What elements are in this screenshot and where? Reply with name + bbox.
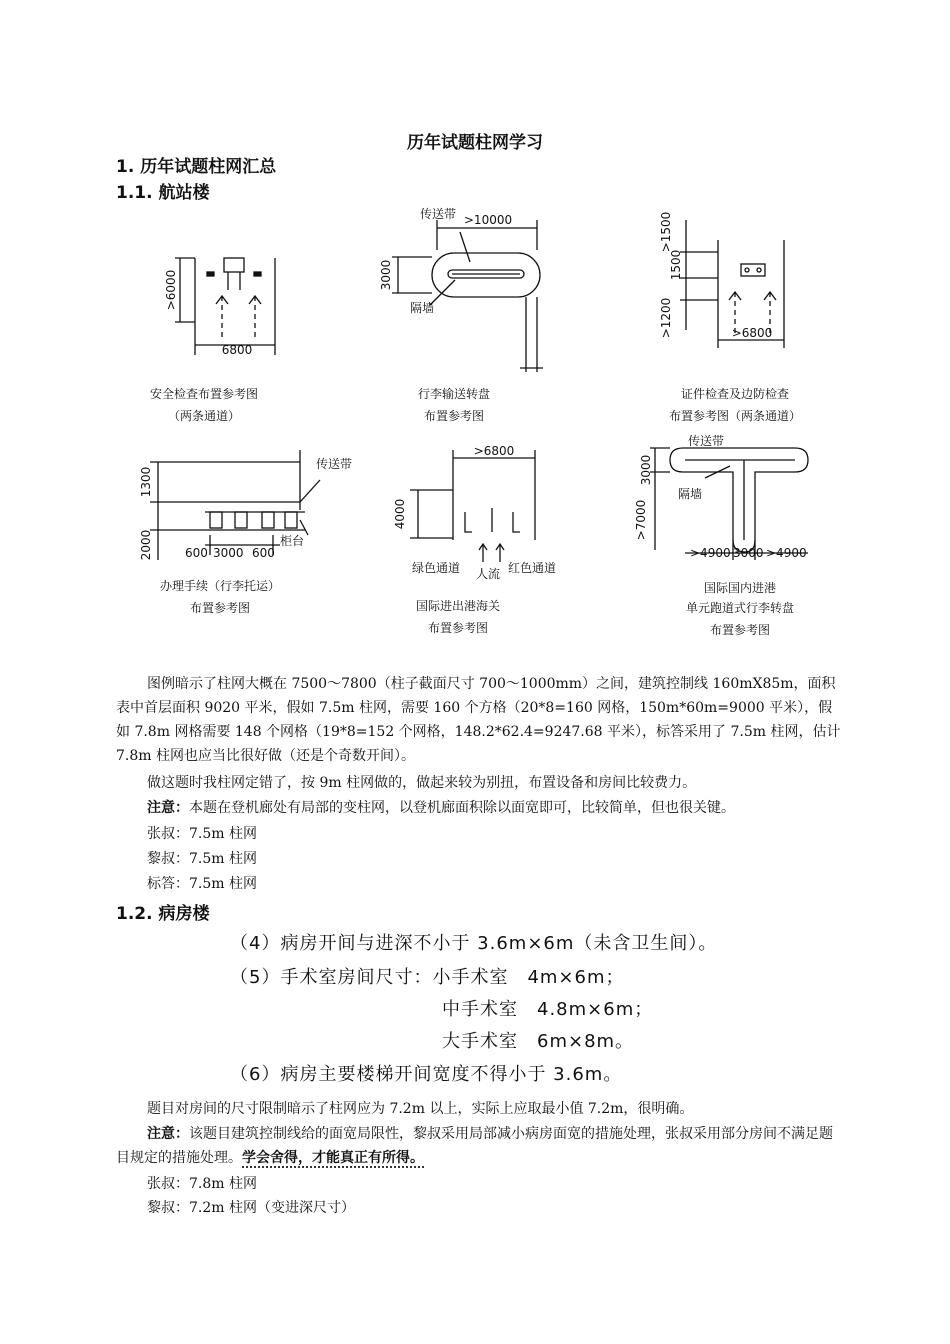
figure-security-check (175, 258, 275, 355)
f5-caption-2: 布置参考图 (427, 621, 489, 635)
answer-line-3: 标答：7.5m 柱网 (147, 876, 257, 892)
note-2-label: 注意： (147, 1126, 189, 1142)
f5-flow-label: 人流 (476, 567, 501, 581)
f6-wall-label: 隔墙 (678, 487, 703, 501)
answer-line-5: 黎叔：7.2m 柱网（变进深尺寸） (147, 1200, 355, 1216)
answer-line-4: 张叔：7.8m 柱网 (147, 1176, 257, 1192)
paragraph-3: 题目对房间的尺寸限制暗示了柱网应为 7.2m 以上，实际上应取最小值 7.2m，很明确。 (147, 1101, 694, 1117)
f1-caption-2: （两条通道） (167, 409, 241, 423)
f6-caption-1: 国际国内进港 (703, 581, 777, 595)
f4-caption-2: 布置参考图 (189, 601, 251, 615)
figure-customs (410, 450, 535, 562)
f3-caption-2: 布置参考图（两条通道） (668, 409, 802, 423)
section-heading-1-2: 1.2. 病房楼 (116, 904, 210, 924)
f4-caption-1: 办理手续（行李托运） (159, 579, 281, 593)
answer-line-1: 张叔：7.5m 柱网 (147, 826, 257, 842)
f3-dim-w: >6800 (731, 326, 773, 340)
f2-caption-2: 布置参考图 (423, 409, 485, 423)
page-title: 历年试题柱网学习 (407, 133, 543, 153)
f5-dim-h: 4000 (393, 498, 407, 530)
requirement-5c: 大手术室 6m×8m。 (442, 1031, 635, 1052)
requirement-5a: （5）手术室房间尺寸：小手术室 4m×6m； (230, 967, 625, 988)
f4-dim-w3: 600 (252, 546, 275, 560)
f2-wall-label: 隔墙 (410, 301, 435, 315)
f1-dim-w: 6800 (221, 343, 253, 357)
note-1-text: 本题在登机廊处有局部的变柱网，以登机廊面积除以面宽即可，比较简单，但也很关键。 (189, 800, 735, 816)
f6-dim-w2: 3000 (733, 546, 764, 560)
f5-green-label: 绿色通道 (412, 561, 461, 575)
f2-belt-label: 传送带 (420, 207, 457, 221)
f5-caption-1: 国际进出港海关 (415, 599, 501, 613)
f6-belt-label: 传送带 (688, 434, 725, 448)
f6-dim-h2: >7000 (634, 499, 648, 541)
f6-caption-3: 布置参考图 (709, 623, 771, 637)
f4-counter-label: 柜台 (280, 534, 305, 548)
f5-red-label: 红色通道 (508, 561, 557, 575)
f1-caption-1: 安全检查布置参考图 (149, 387, 259, 401)
f4-dim-w1: 600 (185, 546, 208, 560)
note-1-label: 注意： (147, 800, 189, 816)
note-2-emphasis: 学会舍得，才能真正有所得。 (242, 1150, 424, 1166)
figure-baggage-carousel (392, 220, 543, 372)
section-heading-1: 1. 历年试题柱网汇总 (116, 157, 277, 177)
note-1 (147, 796, 735, 820)
f6-dim-w3: >4900 (766, 546, 807, 560)
f3-dim-h2: 1500 (669, 249, 683, 281)
f4-dim-h1: 1300 (139, 466, 153, 498)
section-heading-1-1: 1.1. 航站楼 (116, 183, 210, 203)
f6-dim-h1: 3000 (639, 454, 653, 486)
f3-dim-h3: >1200 (659, 297, 673, 339)
f2-caption-1: 行李输送转盘 (417, 387, 491, 401)
paragraph-1: 图例暗示了柱网大概在 7500～7800（柱子截面尺寸 700～1000mm）之间，建筑控制线 160mX85m，面积表中首层面积 9020 平米，假如 7.5m 柱网，需要 160 个方格（20*8=160 网格，150m*60m=9000 平米），假如 7.8m 网格需要 148 个网格（19*8=152 个网格，148.2*62.4=9247.68 平米），标答采用了 7.5m 柱网，估计 7.8m 柱网也应当比很好做（还是个奇数开间）。 (116, 676, 841, 764)
f3-caption-1: 证件检查及边防检查 (680, 387, 790, 401)
f4-belt-label: 传送带 (316, 457, 353, 471)
f6-caption-2: 单元跑道式行李转盘 (685, 601, 795, 615)
figure-unit-carousel (650, 448, 808, 560)
f5-dim-w: >6800 (473, 444, 515, 458)
f3-dim-h1: >1500 (659, 211, 673, 253)
f1-dim-h: >6000 (164, 269, 178, 311)
f4-dim-w2: 3000 (213, 546, 244, 560)
f4-dim-h2: 2000 (139, 529, 153, 561)
answer-line-2: 黎叔：7.5m 柱网 (147, 851, 257, 867)
requirement-5b: 中手术室 4.8m×6m； (442, 999, 654, 1020)
f6-dim-w1: >4900 (690, 546, 731, 560)
paragraph-2: 做这题时我柱网定错了，按 9m 柱网做的，做起来较为别扭，布置设备和房间比较费力。 (147, 775, 697, 791)
airport-figures (0, 0, 950, 660)
note-2-text: 该题目建筑控制线给的面宽局限性，黎叔采用局部减小病房面宽的措施处理，张叔采用部分房间不满足题目规定的措施处理。 (116, 1126, 833, 1166)
requirement-4: （4）病房开间与进深不小于 3.6m×6m（未含卫生间）。 (230, 933, 718, 954)
f2-dim-h: 3000 (379, 259, 393, 291)
requirement-6: （6）病房主要楼梯开间宽度不得小于 3.6m。 (230, 1064, 623, 1085)
f2-dim-w: >10000 (463, 213, 513, 227)
note-2 (116, 1122, 841, 1170)
